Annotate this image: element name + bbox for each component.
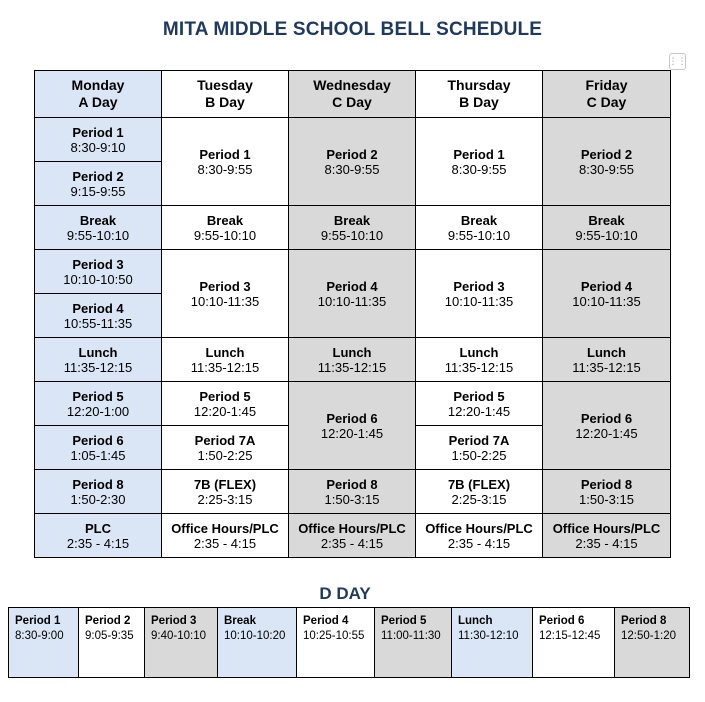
d-day-cell: Period 4 10:25-10:55 xyxy=(297,608,375,678)
schedule-cell: Period 3 10:10-11:35 xyxy=(162,250,289,338)
drag-handle-icon[interactable]: ⋮⋮ xyxy=(669,53,686,70)
d-day-cell: Period 6 12:15-12:45 xyxy=(533,608,615,678)
d-day-table xyxy=(8,607,690,678)
d-day-cell: Period 2 9:05-9:35 xyxy=(79,608,145,678)
schedule-cell: Period 8 1:50-3:15 xyxy=(289,470,416,514)
d-day-cell: Break 10:10-10:20 xyxy=(218,608,297,678)
schedule-cell: 7B (FLEX) 2:25-3:15 xyxy=(416,470,543,514)
schedule-cell: Period 7A 1:50-2:25 xyxy=(416,426,543,470)
schedule-cell: Break 9:55-10:10 xyxy=(162,206,289,250)
schedule-cell: Break 9:55-10:10 xyxy=(35,206,162,250)
schedule-cell: 7B (FLEX) 2:25-3:15 xyxy=(162,470,289,514)
bell-schedule-table xyxy=(34,70,671,558)
d-day-cell: Lunch 11:30-12:10 xyxy=(452,608,533,678)
schedule-cell: Lunch 11:35-12:15 xyxy=(35,338,162,382)
schedule-cell: Period 3 10:10-10:50 xyxy=(35,250,162,294)
page-title: MITA MIDDLE SCHOOL BELL SCHEDULE xyxy=(162,19,543,40)
schedule-cell: Office Hours/PLC 2:35 - 4:15 xyxy=(162,514,289,558)
schedule-cell: Period 6 12:20-1:45 xyxy=(289,382,416,470)
header-wednesday: Wednesday C Day xyxy=(289,71,416,118)
schedule-cell: Period 8 1:50-2:30 xyxy=(35,470,162,514)
schedule-cell: Period 2 8:30-9:55 xyxy=(543,118,671,206)
d-day-cell: Period 5 11:00-11:30 xyxy=(375,608,452,678)
schedule-cell: Break 9:55-10:10 xyxy=(543,206,671,250)
schedule-cell: Break 9:55-10:10 xyxy=(416,206,543,250)
d-day-cell: Period 8 12:50-1:20 xyxy=(615,608,690,678)
d-day-cell: Period 3 9:40-10:10 xyxy=(145,608,218,678)
header-monday: Monday A Day xyxy=(35,71,162,118)
schedule-cell: Period 4 10:55-11:35 xyxy=(35,294,162,338)
schedule-cell: Period 4 10:10-11:35 xyxy=(543,250,671,338)
schedule-cell: Lunch 11:35-12:15 xyxy=(289,338,416,382)
schedule-cell: Period 5 12:20-1:45 xyxy=(162,382,289,426)
d-day-title: D DAY xyxy=(319,584,371,603)
header-tuesday: Tuesday B Day xyxy=(162,71,289,118)
schedule-cell: Period 5 12:20-1:45 xyxy=(416,382,543,426)
schedule-cell: Period 4 10:10-11:35 xyxy=(289,250,416,338)
schedule-cell: Period 6 12:20-1:45 xyxy=(543,382,671,470)
schedule-cell: Period 8 1:50-3:15 xyxy=(543,470,671,514)
schedule-cell: Period 2 9:15-9:55 xyxy=(35,162,162,206)
schedule-cell: Office Hours/PLC 2:35 - 4:15 xyxy=(416,514,543,558)
schedule-cell: Break 9:55-10:10 xyxy=(289,206,416,250)
schedule-cell: Period 5 12:20-1:00 xyxy=(35,382,162,426)
header-friday: Friday C Day xyxy=(543,71,671,118)
schedule-cell: Period 3 10:10-11:35 xyxy=(416,250,543,338)
header-thursday: Thursday B Day xyxy=(416,71,543,118)
schedule-cell: Office Hours/PLC 2:35 - 4:15 xyxy=(289,514,416,558)
schedule-cell: Lunch 11:35-12:15 xyxy=(162,338,289,382)
schedule-cell: PLC 2:35 - 4:15 xyxy=(35,514,162,558)
schedule-cell: Lunch 11:35-12:15 xyxy=(416,338,543,382)
schedule-cell: Period 6 1:05-1:45 xyxy=(35,426,162,470)
schedule-cell: Period 1 8:30-9:10 xyxy=(35,118,162,162)
schedule-cell: Period 1 8:30-9:55 xyxy=(162,118,289,206)
schedule-cell: Period 7A 1:50-2:25 xyxy=(162,426,289,470)
schedule-cell: Period 1 8:30-9:55 xyxy=(416,118,543,206)
schedule-cell: Office Hours/PLC 2:35 - 4:15 xyxy=(543,514,671,558)
schedule-cell: Lunch 11:35-12:15 xyxy=(543,338,671,382)
schedule-cell: Period 2 8:30-9:55 xyxy=(289,118,416,206)
d-day-cell: Period 1 8:30-9:00 xyxy=(9,608,79,678)
